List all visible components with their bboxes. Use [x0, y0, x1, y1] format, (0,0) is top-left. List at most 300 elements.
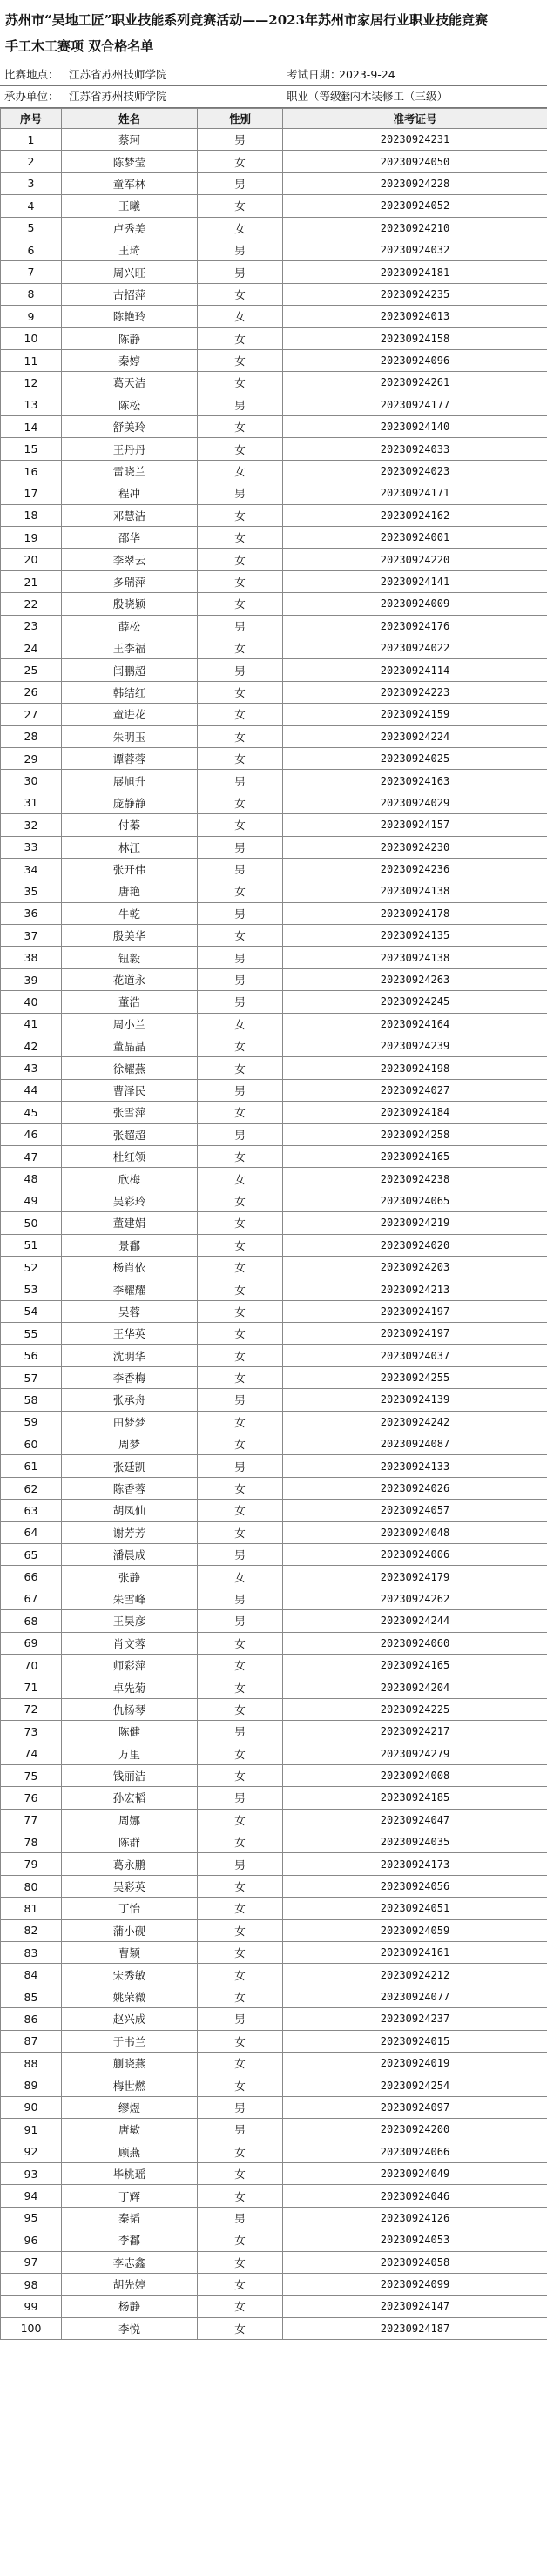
- qualified-list-table: [0, 108, 547, 2340]
- table-row: [1, 2074, 547, 2096]
- table-row: [1, 968, 547, 990]
- cell-name: 赵兴成: [62, 2008, 198, 2030]
- cell-ticket-number: 20230924008: [283, 1764, 547, 1786]
- table-row: [1, 438, 547, 460]
- cell-ticket-number: 20230924033: [283, 438, 547, 460]
- table-row: [1, 1256, 547, 1278]
- table-row: [1, 2141, 547, 2162]
- cell-ticket-number: 20230924244: [283, 1610, 547, 1632]
- cell-name: 孙宏韬: [62, 1787, 198, 1809]
- cell-name: 庞静静: [62, 792, 198, 813]
- cell-index: 3: [1, 172, 62, 194]
- table-row: [1, 2273, 547, 2295]
- table-row: [1, 836, 547, 858]
- cell-index: 23: [1, 615, 62, 637]
- table-row: [1, 858, 547, 880]
- cell-index: 71: [1, 1676, 62, 1698]
- cell-gender: 女: [198, 2317, 283, 2339]
- cell-index: 57: [1, 1366, 62, 1388]
- cell-index: 4: [1, 195, 62, 217]
- table-row: [1, 1721, 547, 1743]
- cell-index: 37: [1, 925, 62, 947]
- cell-index: 80: [1, 1875, 62, 1897]
- cell-ticket-number: 20230924219: [283, 1212, 547, 1234]
- cell-index: 49: [1, 1190, 62, 1211]
- cell-gender: 女: [198, 1698, 283, 1720]
- cell-name: 王昊彦: [62, 1610, 198, 1632]
- document-title-line2: 手工木工赛项 双合格名单: [5, 38, 154, 54]
- cell-name: 张开伟: [62, 858, 198, 880]
- cell-index: 73: [1, 1721, 62, 1743]
- cell-ticket-number: 20230924139: [283, 1389, 547, 1411]
- cell-gender: 女: [198, 283, 283, 305]
- cell-name: 周梦: [62, 1433, 198, 1455]
- cell-gender: 女: [198, 527, 283, 549]
- cell-ticket-number: 20230924050: [283, 151, 547, 172]
- cell-name: 李志鑫: [62, 2251, 198, 2273]
- cell-name: 陈艳玲: [62, 306, 198, 327]
- date-label: 考试日期：: [287, 68, 341, 81]
- table-row: [1, 482, 547, 504]
- cell-ticket-number: 20230924198: [283, 1057, 547, 1079]
- table-row: [1, 2229, 547, 2251]
- cell-name: 韩结红: [62, 681, 198, 703]
- cell-index: 99: [1, 2296, 62, 2317]
- cell-index: 59: [1, 1411, 62, 1433]
- cell-index: 15: [1, 438, 62, 460]
- cell-index: 30: [1, 770, 62, 792]
- cell-gender: 男: [198, 947, 283, 968]
- cell-index: 25: [1, 659, 62, 681]
- cell-gender: 女: [198, 1986, 283, 2007]
- cell-gender: 男: [198, 902, 283, 924]
- cell-ticket-number: 20230924052: [283, 195, 547, 217]
- table-row: [1, 770, 547, 792]
- cell-ticket-number: 20230924147: [283, 2296, 547, 2317]
- cell-index: 84: [1, 1964, 62, 1986]
- cell-index: 1: [1, 129, 62, 151]
- cell-ticket-number: 20230924159: [283, 704, 547, 725]
- cell-name: 钮毅: [62, 947, 198, 968]
- table-row: [1, 239, 547, 260]
- table-body: [1, 129, 547, 2340]
- cell-index: 79: [1, 1853, 62, 1875]
- cell-name: 童军林: [62, 172, 198, 194]
- cell-gender: 女: [198, 681, 283, 703]
- cell-gender: 男: [198, 991, 283, 1013]
- cell-name: 王华英: [62, 1323, 198, 1345]
- table-row: [1, 1212, 547, 1234]
- cell-name: 殷晓颖: [62, 593, 198, 615]
- cell-ticket-number: 20230924126: [283, 2207, 547, 2229]
- host-value: 江苏省苏州技师学院: [69, 90, 167, 103]
- cell-index: 43: [1, 1057, 62, 1079]
- cell-ticket-number: 20230924027: [283, 1079, 547, 1101]
- cell-gender: 女: [198, 327, 283, 349]
- cell-index: 38: [1, 947, 62, 968]
- cell-index: 82: [1, 1919, 62, 1941]
- cell-name: 秦婷: [62, 349, 198, 371]
- table-row: [1, 1942, 547, 1964]
- cell-gender: 女: [198, 151, 283, 172]
- cell-index: 83: [1, 1942, 62, 1964]
- cell-name: 董浩: [62, 991, 198, 1013]
- table-row: [1, 151, 547, 172]
- cell-name: 陈群: [62, 1831, 198, 1853]
- cell-gender: 女: [198, 1566, 283, 1588]
- cell-gender: 女: [198, 1411, 283, 1433]
- cell-index: 5: [1, 217, 62, 239]
- cell-index: 41: [1, 1013, 62, 1035]
- cell-ticket-number: 20230924162: [283, 504, 547, 526]
- cell-ticket-number: 20230924053: [283, 2229, 547, 2251]
- cell-gender: 男: [198, 1079, 283, 1101]
- cell-name: 姚荣微: [62, 1986, 198, 2007]
- cell-name: 薛松: [62, 615, 198, 637]
- host-label: 承办单位：: [4, 90, 59, 103]
- cell-index: 72: [1, 1698, 62, 1720]
- cell-gender: 女: [198, 306, 283, 327]
- cell-index: 29: [1, 747, 62, 769]
- table-row: [1, 1853, 547, 1875]
- cell-ticket-number: 20230924099: [283, 2273, 547, 2295]
- table-row: [1, 327, 547, 349]
- table-row: [1, 1035, 547, 1057]
- cell-gender: 女: [198, 2251, 283, 2273]
- table-row: [1, 2096, 547, 2118]
- table-row: [1, 570, 547, 592]
- cell-index: 60: [1, 1433, 62, 1455]
- cell-index: 90: [1, 2096, 62, 2118]
- table-row: [1, 2008, 547, 2030]
- cell-ticket-number: 20230924242: [283, 1411, 547, 1433]
- cell-name: 吴彩玲: [62, 1190, 198, 1211]
- cell-ticket-number: 20230924171: [283, 482, 547, 504]
- cell-index: 26: [1, 681, 62, 703]
- cell-ticket-number: 20230924184: [283, 1102, 547, 1123]
- cell-gender: 女: [198, 814, 283, 836]
- cell-gender: 女: [198, 1898, 283, 1919]
- cell-name: 朱雪峰: [62, 1588, 198, 1609]
- cell-index: 44: [1, 1079, 62, 1101]
- table-row: [1, 1300, 547, 1322]
- cell-index: 94: [1, 2185, 62, 2207]
- table-row: [1, 1145, 547, 1167]
- cell-name: 宋秀敏: [62, 1964, 198, 1986]
- table-row: [1, 1632, 547, 1654]
- cell-gender: 女: [198, 704, 283, 725]
- cell-gender: 女: [198, 880, 283, 902]
- cell-name: 梅世燃: [62, 2074, 198, 2096]
- cell-ticket-number: 20230924001: [283, 527, 547, 549]
- table-row: [1, 394, 547, 415]
- cell-gender: 男: [198, 2008, 283, 2030]
- cell-ticket-number: 20230924235: [283, 283, 547, 305]
- cell-index: 89: [1, 2074, 62, 2096]
- cell-index: 67: [1, 1588, 62, 1609]
- cell-gender: 男: [198, 1853, 283, 1875]
- cell-ticket-number: 20230924037: [283, 1345, 547, 1366]
- cell-index: 53: [1, 1278, 62, 1300]
- cell-name: 钱丽洁: [62, 1764, 198, 1786]
- cell-gender: 女: [198, 438, 283, 460]
- cell-gender: 女: [198, 504, 283, 526]
- cell-ticket-number: 20230924077: [283, 1986, 547, 2007]
- cell-name: 董建娟: [62, 1212, 198, 1234]
- cell-ticket-number: 20230924231: [283, 129, 547, 151]
- cell-name: 邵华: [62, 527, 198, 549]
- cell-name: 多瑞萍: [62, 570, 198, 592]
- cell-gender: 女: [198, 747, 283, 769]
- cell-ticket-number: 20230924164: [283, 1013, 547, 1035]
- table-row: [1, 1278, 547, 1300]
- table-row: [1, 2251, 547, 2273]
- cell-ticket-number: 20230924019: [283, 2052, 547, 2074]
- cell-name: 雷晓兰: [62, 460, 198, 482]
- column-header-index: 序号: [1, 109, 62, 129]
- cell-name: 唐艳: [62, 880, 198, 902]
- table-row: [1, 925, 547, 947]
- cell-gender: 女: [198, 1743, 283, 1764]
- cell-gender: 女: [198, 1168, 283, 1190]
- cell-name: 潘晨成: [62, 1544, 198, 1566]
- cell-name: 陈静: [62, 327, 198, 349]
- cell-ticket-number: 20230924203: [283, 1256, 547, 1278]
- cell-name: 程冲: [62, 482, 198, 504]
- column-header-ticket: 准考证号: [283, 109, 547, 129]
- cell-index: 65: [1, 1544, 62, 1566]
- table-row: [1, 947, 547, 968]
- date-value: 2023-9-24: [339, 68, 395, 81]
- table-row: [1, 306, 547, 327]
- cell-ticket-number: 20230924023: [283, 460, 547, 482]
- cell-name: 曹泽民: [62, 1079, 198, 1101]
- table-row: [1, 416, 547, 438]
- cell-name: 王丹丹: [62, 438, 198, 460]
- cell-name: 李香梅: [62, 1366, 198, 1388]
- cell-ticket-number: 20230924223: [283, 681, 547, 703]
- table-row: [1, 747, 547, 769]
- cell-gender: 女: [198, 1654, 283, 1676]
- venue-value: 江苏省苏州技师学院: [69, 68, 167, 81]
- cell-ticket-number: 20230924065: [283, 1190, 547, 1211]
- cell-name: 陈健: [62, 1721, 198, 1743]
- cell-gender: 女: [198, 416, 283, 438]
- table-row: [1, 880, 547, 902]
- cell-gender: 男: [198, 1721, 283, 1743]
- cell-gender: 女: [198, 460, 283, 482]
- cell-ticket-number: 20230924176: [283, 615, 547, 637]
- cell-name: 丁怡: [62, 1898, 198, 1919]
- cell-gender: 男: [198, 1389, 283, 1411]
- table-row: [1, 902, 547, 924]
- cell-name: 王曦: [62, 195, 198, 217]
- cell-index: 98: [1, 2273, 62, 2295]
- cell-name: 杨肖依: [62, 1256, 198, 1278]
- cell-index: 8: [1, 283, 62, 305]
- cell-name: 沈明华: [62, 1345, 198, 1366]
- cell-name: 李鄱: [62, 2229, 198, 2251]
- table-row: [1, 1809, 547, 1831]
- cell-ticket-number: 20230924114: [283, 659, 547, 681]
- cell-name: 胡凤仙: [62, 1500, 198, 1521]
- cell-ticket-number: 20230924048: [283, 1521, 547, 1543]
- cell-gender: 男: [198, 394, 283, 415]
- cell-name: 周兴旺: [62, 261, 198, 283]
- cell-gender: 女: [198, 1521, 283, 1543]
- cell-index: 92: [1, 2141, 62, 2162]
- cell-ticket-number: 20230924224: [283, 725, 547, 747]
- cell-ticket-number: 20230924177: [283, 394, 547, 415]
- cell-ticket-number: 20230924138: [283, 880, 547, 902]
- table-row: [1, 681, 547, 703]
- cell-gender: 女: [198, 1764, 283, 1786]
- occupation-label: 职业（等级）：: [287, 90, 358, 103]
- table-row: [1, 172, 547, 194]
- cell-index: 31: [1, 792, 62, 813]
- cell-ticket-number: 20230924141: [283, 570, 547, 592]
- cell-ticket-number: 20230924187: [283, 2317, 547, 2339]
- table-row: [1, 1964, 547, 1986]
- cell-ticket-number: 20230924140: [283, 416, 547, 438]
- cell-ticket-number: 20230924025: [283, 747, 547, 769]
- cell-name: 殷美华: [62, 925, 198, 947]
- cell-ticket-number: 20230924204: [283, 1676, 547, 1698]
- table-row: [1, 1654, 547, 1676]
- cell-gender: 女: [198, 1919, 283, 1941]
- table-row: [1, 1875, 547, 1897]
- document-title-line1: 苏州市“吴地工匠”职业技能系列竞赛活动——2023年苏州市家居行业职业技能竞赛: [5, 12, 489, 28]
- table-row: [1, 261, 547, 283]
- cell-name: 付蓁: [62, 814, 198, 836]
- table-row: [1, 129, 547, 151]
- cell-gender: 男: [198, 1455, 283, 1477]
- cell-index: 24: [1, 637, 62, 658]
- cell-gender: 女: [198, 2273, 283, 2295]
- cell-ticket-number: 20230924138: [283, 947, 547, 968]
- table-row: [1, 1102, 547, 1123]
- table-row: [1, 1190, 547, 1211]
- table-row: [1, 283, 547, 305]
- cell-ticket-number: 20230924057: [283, 1500, 547, 1521]
- cell-name: 周娜: [62, 1809, 198, 1831]
- cell-name: 于书兰: [62, 2030, 198, 2052]
- cell-name: 卢秀美: [62, 217, 198, 239]
- cell-name: 周小兰: [62, 1013, 198, 1035]
- cell-name: 徐耀燕: [62, 1057, 198, 1079]
- cell-ticket-number: 20230924013: [283, 306, 547, 327]
- cell-index: 6: [1, 239, 62, 260]
- cell-gender: 女: [198, 1366, 283, 1388]
- cell-index: 58: [1, 1389, 62, 1411]
- cell-name: 展旭升: [62, 770, 198, 792]
- cell-gender: 女: [198, 1477, 283, 1499]
- cell-gender: 女: [198, 2229, 283, 2251]
- cell-index: 20: [1, 549, 62, 570]
- table-row: [1, 704, 547, 725]
- table-row: [1, 2207, 547, 2229]
- cell-gender: 女: [198, 2185, 283, 2207]
- cell-name: 王李福: [62, 637, 198, 658]
- table-header-row: [1, 109, 547, 129]
- cell-ticket-number: 20230924245: [283, 991, 547, 1013]
- cell-ticket-number: 20230924066: [283, 2141, 547, 2162]
- cell-ticket-number: 20230924015: [283, 2030, 547, 2052]
- cell-name: 张雪萍: [62, 1102, 198, 1123]
- cell-ticket-number: 20230924220: [283, 549, 547, 570]
- cell-gender: 女: [198, 372, 283, 394]
- cell-ticket-number: 20230924279: [283, 1743, 547, 1764]
- cell-gender: 男: [198, 239, 283, 260]
- cell-index: 21: [1, 570, 62, 592]
- cell-gender: 女: [198, 1212, 283, 1234]
- cell-gender: 女: [198, 2162, 283, 2184]
- cell-index: 48: [1, 1168, 62, 1190]
- table-row: [1, 1168, 547, 1190]
- cell-index: 88: [1, 2052, 62, 2074]
- table-row: [1, 991, 547, 1013]
- cell-gender: 男: [198, 858, 283, 880]
- cell-name: 林江: [62, 836, 198, 858]
- cell-gender: 女: [198, 570, 283, 592]
- cell-gender: 女: [198, 1632, 283, 1654]
- table-row: [1, 1521, 547, 1543]
- table-row: [1, 637, 547, 658]
- cell-gender: 女: [198, 1433, 283, 1455]
- cell-gender: 女: [198, 1964, 283, 1986]
- cell-index: 14: [1, 416, 62, 438]
- cell-name: 邓慧洁: [62, 504, 198, 526]
- table-row: [1, 725, 547, 747]
- cell-name: 葛天洁: [62, 372, 198, 394]
- cell-index: 69: [1, 1632, 62, 1654]
- cell-name: 童进花: [62, 704, 198, 725]
- cell-gender: 男: [198, 659, 283, 681]
- cell-index: 7: [1, 261, 62, 283]
- table-row: [1, 1544, 547, 1566]
- cell-name: 牛乾: [62, 902, 198, 924]
- cell-index: 42: [1, 1035, 62, 1057]
- cell-name: 万里: [62, 1743, 198, 1764]
- table-row: [1, 1345, 547, 1366]
- table-row: [1, 527, 547, 549]
- cell-ticket-number: 20230924006: [283, 1544, 547, 1566]
- cell-index: 95: [1, 2207, 62, 2229]
- cell-index: 50: [1, 1212, 62, 1234]
- cell-name: 李耀耀: [62, 1278, 198, 1300]
- cell-gender: 男: [198, 261, 283, 283]
- table-row: [1, 549, 547, 570]
- table-row: [1, 593, 547, 615]
- table-row: [1, 2296, 547, 2317]
- cell-name: 师彩萍: [62, 1654, 198, 1676]
- cell-gender: 女: [198, 2141, 283, 2162]
- table-row: [1, 1366, 547, 1388]
- cell-index: 66: [1, 1566, 62, 1588]
- cell-gender: 女: [198, 1875, 283, 1897]
- cell-gender: 男: [198, 129, 283, 151]
- cell-gender: 女: [198, 2052, 283, 2074]
- cell-name: 吴蓉: [62, 1300, 198, 1322]
- table-row: [1, 372, 547, 394]
- cell-gender: 女: [198, 593, 283, 615]
- cell-index: 47: [1, 1145, 62, 1167]
- title-block: [0, 0, 547, 64]
- cell-ticket-number: 20230924236: [283, 858, 547, 880]
- cell-index: 56: [1, 1345, 62, 1366]
- cell-index: 70: [1, 1654, 62, 1676]
- table-row: [1, 2030, 547, 2052]
